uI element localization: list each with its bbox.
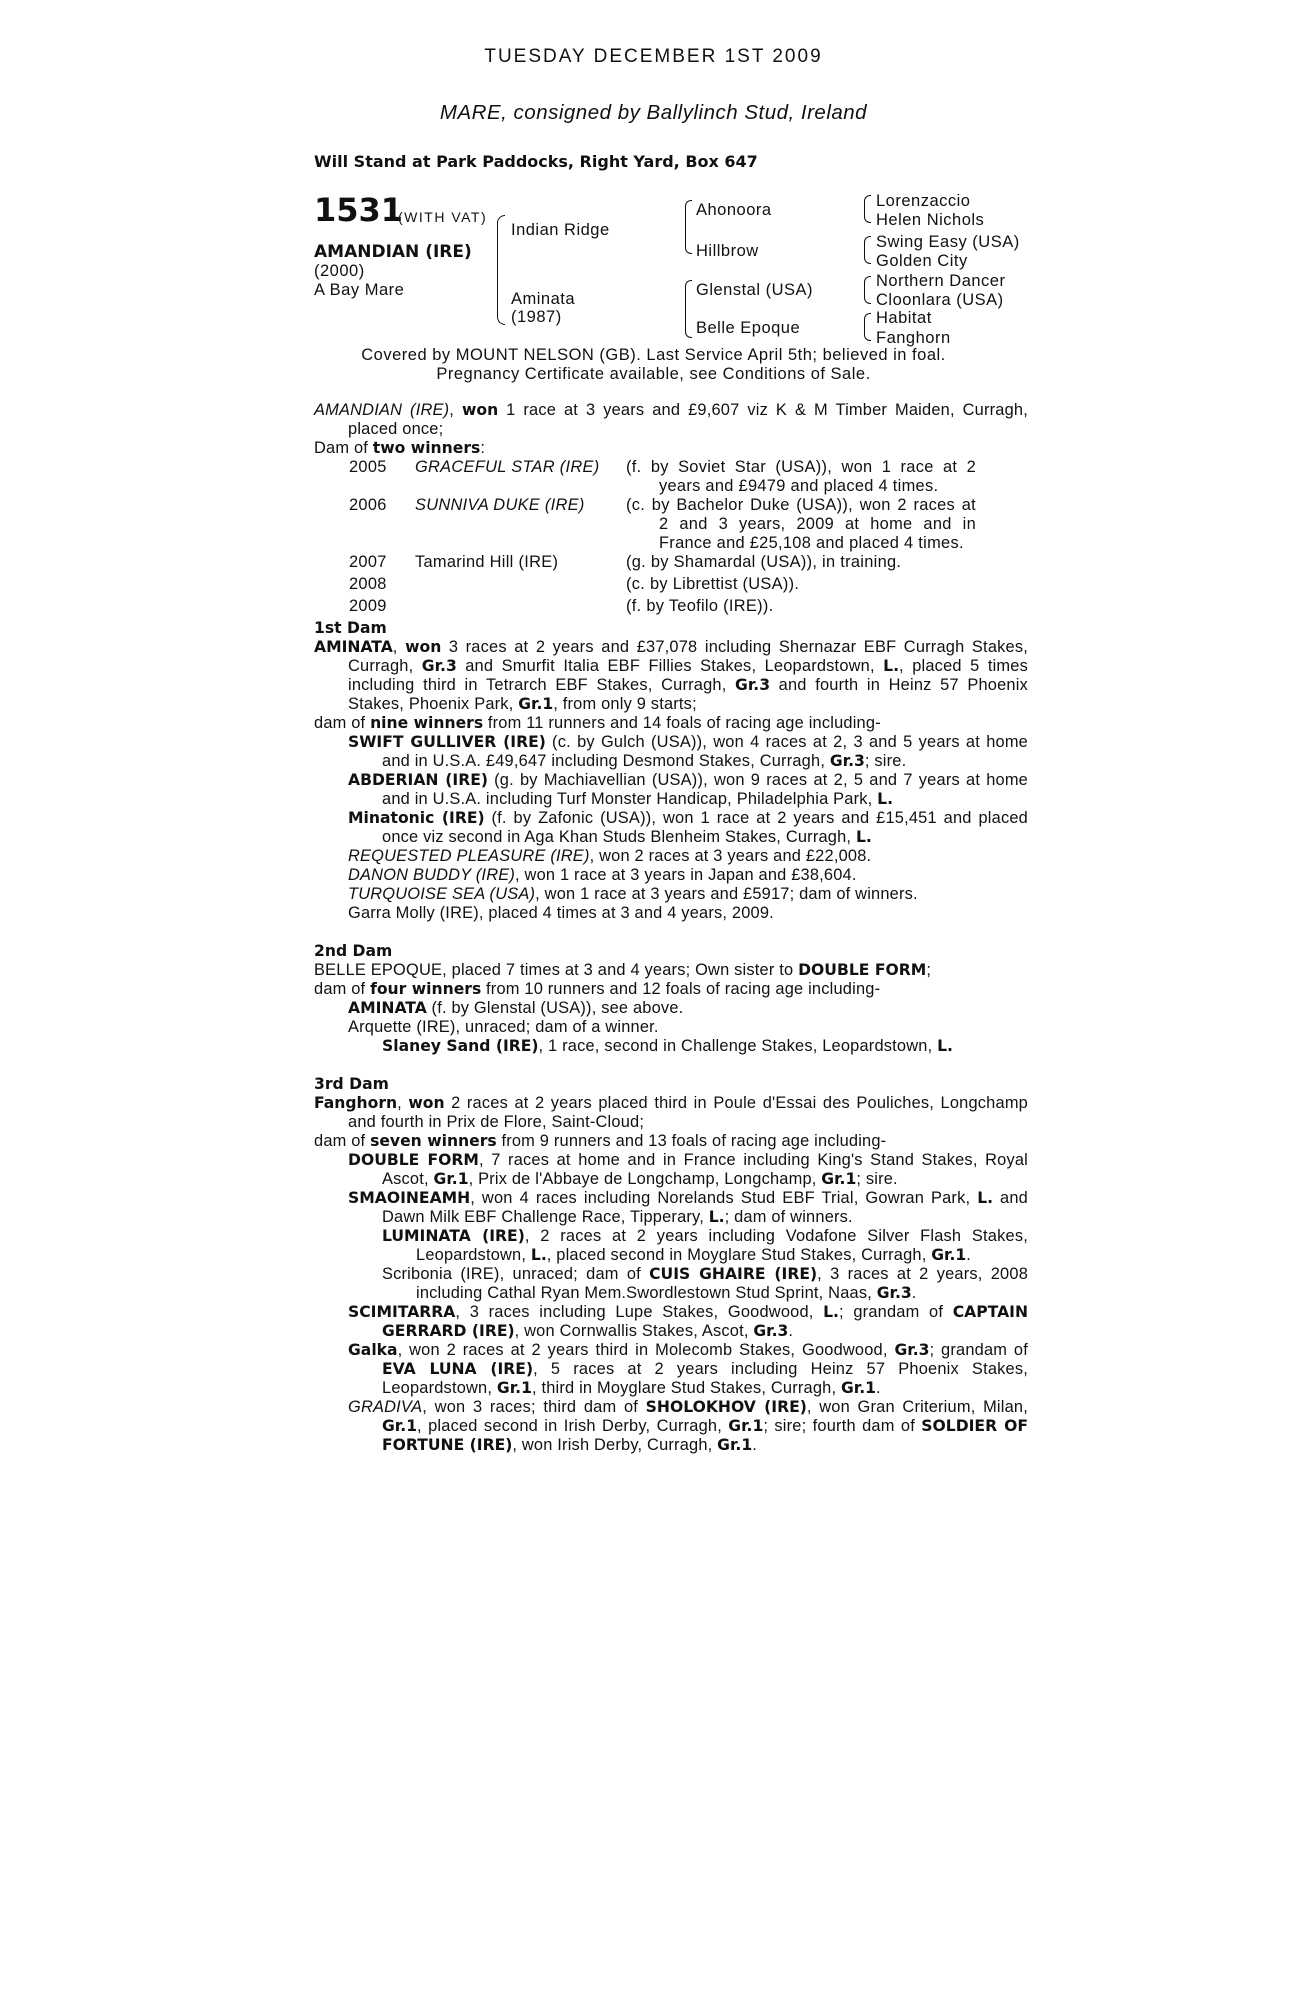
dam-of-line: Dam of two winners: <box>314 439 486 457</box>
produce-entry: DOUBLE FORM, 7 races at home and in France including King's Stand Stakes, Royal Ascot, Gr.1, Prix de l'Abbaye de Longchamp, Longchamp, Gr.1; sire. <box>348 1151 1028 1188</box>
produce-entry: SCIMITARRA, 3 races including Lupe Stakes, Goodwood, L.; grandam of CAPTAIN GERRARD (IRE), won Cornwallis Stakes, Ascot, Gr.3. <box>348 1303 1028 1340</box>
mare-name: AMANDIAN (IRE) <box>314 401 450 419</box>
pedigree-sire: Indian Ridge <box>511 221 610 239</box>
pedigree-gen3-4: Northern Dancer <box>876 272 1006 290</box>
pedigree-gen3-3: Golden City <box>876 252 968 270</box>
pedigree-brace-gen3d <box>864 313 871 341</box>
third-dam-record: Fanghorn, won 2 races at 2 years placed third in Poule d'Essai des Pouliches, Longchamp and fourth in Prix de Flore, Saint-Cloud; <box>314 1094 1028 1131</box>
produce-entry: AMINATA (f. by Glenstal (USA)), see above. <box>348 999 684 1017</box>
produce-entry: TURQUOISE SEA (USA), won 1 race at 3 years and £5917; dam of winners. <box>348 885 918 903</box>
produce-detail: (f. by Teofilo (IRE)). <box>626 597 774 615</box>
pedigree-gen3-1: Helen Nichols <box>876 211 985 229</box>
produce-detail: (c. by Librettist (USA)). <box>626 575 800 593</box>
produce-name: SUNNIVA DUKE (IRE) <box>415 496 585 514</box>
third-dam-produce-line: dam of seven winners from 9 runners and 13 foals of racing age including- <box>314 1132 887 1150</box>
pedigree-brace-gen3c <box>864 276 871 304</box>
pedigree-brace-gen3b <box>864 236 871 264</box>
second-dam-record: BELLE EPOQUE, placed 7 times at 3 and 4 years; Own sister to DOUBLE FORM; <box>314 961 932 979</box>
pedigree-gen2-2: Glenstal (USA) <box>696 281 814 299</box>
mare-record: AMANDIAN (IRE), won 1 race at 3 years and £9,607 viz K & M Timber Maiden, Curragh, placed once; <box>314 401 1028 438</box>
produce-detail: years and £9479 and placed 4 times. <box>659 477 939 495</box>
produce-detail: France and £25,108 and placed 4 times. <box>659 534 964 552</box>
horse-name: AMANDIAN (IRE) <box>314 242 472 262</box>
produce-entry: Minatonic (IRE) (f. by Zafonic (USA)), won 1 race at 2 years and £15,451 and placed once viz second in Aga Khan Studs Blenheim Stakes, Curragh, L. <box>348 809 1028 846</box>
produce-entry: Scribonia (IRE), unraced; dam of CUIS GHAIRE (IRE), 3 races at 2 years, 2008 including Cathal Ryan Mem.Swordlestown Stud Sprint, Naas, Gr.3. <box>382 1265 1029 1302</box>
mare-record-text: 1 race at 3 years and £9,607 viz K & M Timber Maiden, Curragh, placed once; <box>348 401 1028 438</box>
produce-year: 2008 <box>349 575 387 593</box>
produce-detail: (f. by Soviet Star (USA)), won 1 race at 2 <box>626 458 976 476</box>
pregnancy-line: Pregnancy Certificate available, see Conditions of Sale. <box>436 365 871 383</box>
produce-detail: (c. by Bachelor Duke (USA)), won 2 races at <box>626 496 976 514</box>
vat-label: (WITH VAT) <box>398 209 488 225</box>
second-dam-produce-line: dam of four winners from 10 runners and 12 foals of racing age including- <box>314 980 881 998</box>
pedigree-gen3-7: Fanghorn <box>876 329 951 347</box>
first-dam-record: AMINATA, won 3 races at 2 years and £37,078 including Shernazar EBF Curragh Stakes, Curragh, Gr.3 and Smurfit Italia EBF Fillies Stakes, Leopardstown, L., placed 5 times including third in Tetrarch EBF Stakes, Curragh, Gr.3 and fourth in Heinz 57 Phoenix Stakes, Phoenix Park, Gr.1, from only 9 starts; <box>314 638 1028 713</box>
produce-entry: DANON BUDDY (IRE), won 1 race at 3 years in Japan and £38,604. <box>348 866 857 884</box>
produce-entry: SWIFT GULLIVER (IRE) (c. by Gulch (USA)), won 4 races at 2, 3 and 5 years at home and in U.S.A. £49,647 including Desmond Stakes, Curragh, Gr.3; sire. <box>348 733 1028 770</box>
pedigree-dam-year: (1987) <box>511 308 562 326</box>
pedigree-gen3-5: Cloonlara (USA) <box>876 291 1004 309</box>
first-dam-name: AMINATA <box>314 638 393 656</box>
produce-year: 2006 <box>349 496 387 514</box>
horse-year: (2000) <box>314 262 365 280</box>
produce-entry: SMAOINEAMH, won 4 races including Norelands Stud EBF Trial, Gowran Park, L. and Dawn Milk EBF Challenge Race, Tipperary, L.; dam of winners. <box>348 1189 1028 1226</box>
produce-name: Tamarind Hill (IRE) <box>415 553 559 571</box>
produce-entry: ABDERIAN (IRE) (g. by Machiavellian (USA)), won 9 races at 2, 5 and 7 years at home and in U.S.A. including Turf Monster Handicap, Philadelphia Park, L. <box>348 771 1028 808</box>
won-label: won <box>461 401 499 419</box>
produce-entry: Arquette (IRE), unraced; dam of a winner. <box>348 1018 659 1036</box>
pedigree-gen2-1: Hillbrow <box>696 242 759 260</box>
pedigree-gen3-6: Habitat <box>876 309 932 327</box>
produce-entry: Galka, won 2 races at 2 years third in Molecomb Stakes, Goodwood, Gr.3; grandam of EVA LUNA (IRE), 5 races at 2 years including Heinz 57 Phoenix Stakes, Leopardstown, Gr.1, third in Moyglare Stud Stakes, Curragh, Gr.1. <box>348 1341 1029 1397</box>
produce-name: GRACEFUL STAR (IRE) <box>415 458 600 476</box>
produce-year: 2009 <box>349 597 387 615</box>
lot-number: 1531 <box>314 191 404 229</box>
consignment-line: MARE, consigned by Ballylinch Stud, Ireland <box>439 101 868 124</box>
produce-entry: Garra Molly (IRE), placed 4 times at 3 and 4 years, 2009. <box>348 904 774 922</box>
produce-entry: REQUESTED PLEASURE (IRE), won 2 races at 3 years and £22,008. <box>348 847 872 865</box>
produce-year: 2005 <box>349 458 387 476</box>
third-dam-heading: 3rd Dam <box>314 1075 389 1093</box>
pedigree-brace-gen2a <box>685 200 692 254</box>
second-dam-heading: 2nd Dam <box>314 942 393 960</box>
pedigree-brace-gen1 <box>497 215 505 325</box>
produce-entry: GRADIVA, won 3 races; third dam of SHOLOKHOV (IRE), won Gran Criterium, Milan, Gr.1, placed second in Irish Derby, Curragh, Gr.1; sire; fourth dam of SOLDIER OF FORTUNE (IRE), won Irish Derby, Curragh, Gr.1. <box>348 1398 1028 1454</box>
first-dam-produce-line: dam of nine winners from 11 runners and 14 foals of racing age including- <box>314 714 881 732</box>
sale-date: TUESDAY DECEMBER 1ST 2009 <box>484 46 823 67</box>
pedigree-brace-gen2b <box>685 280 692 338</box>
pedigree-brace-gen3a <box>864 195 871 223</box>
pedigree-gen2-0: Ahonoora <box>696 201 772 219</box>
produce-year: 2007 <box>349 553 387 571</box>
stand-location: Will Stand at Park Paddocks, Right Yard, Box 647 <box>314 152 758 171</box>
produce-detail: 2 and 3 years, 2009 at home and in <box>659 515 976 533</box>
produce-detail: (g. by Shamardal (USA)), in training. <box>626 553 902 571</box>
horse-description: A Bay Mare <box>314 281 405 299</box>
produce-entry: LUMINATA (IRE), 2 races at 2 years including Vodafone Silver Flash Stakes, Leopardstown, L., placed second in Moyglare Stud Stakes, Curragh, Gr.1. <box>382 1227 1028 1264</box>
pedigree-dam: Aminata <box>511 290 576 308</box>
pedigree-gen3-2: Swing Easy (USA) <box>876 233 1020 251</box>
covered-line: Covered by MOUNT NELSON (GB). Last Service April 5th; believed in foal. <box>361 346 946 364</box>
produce-entry: Slaney Sand (IRE), 1 race, second in Challenge Stakes, Leopardstown, L. <box>382 1037 953 1055</box>
first-dam-heading: 1st Dam <box>314 619 387 637</box>
pedigree-gen2-3: Belle Epoque <box>696 319 801 337</box>
winners-count: two winners <box>372 439 481 457</box>
pedigree-gen3-0: Lorenzaccio <box>876 192 971 210</box>
